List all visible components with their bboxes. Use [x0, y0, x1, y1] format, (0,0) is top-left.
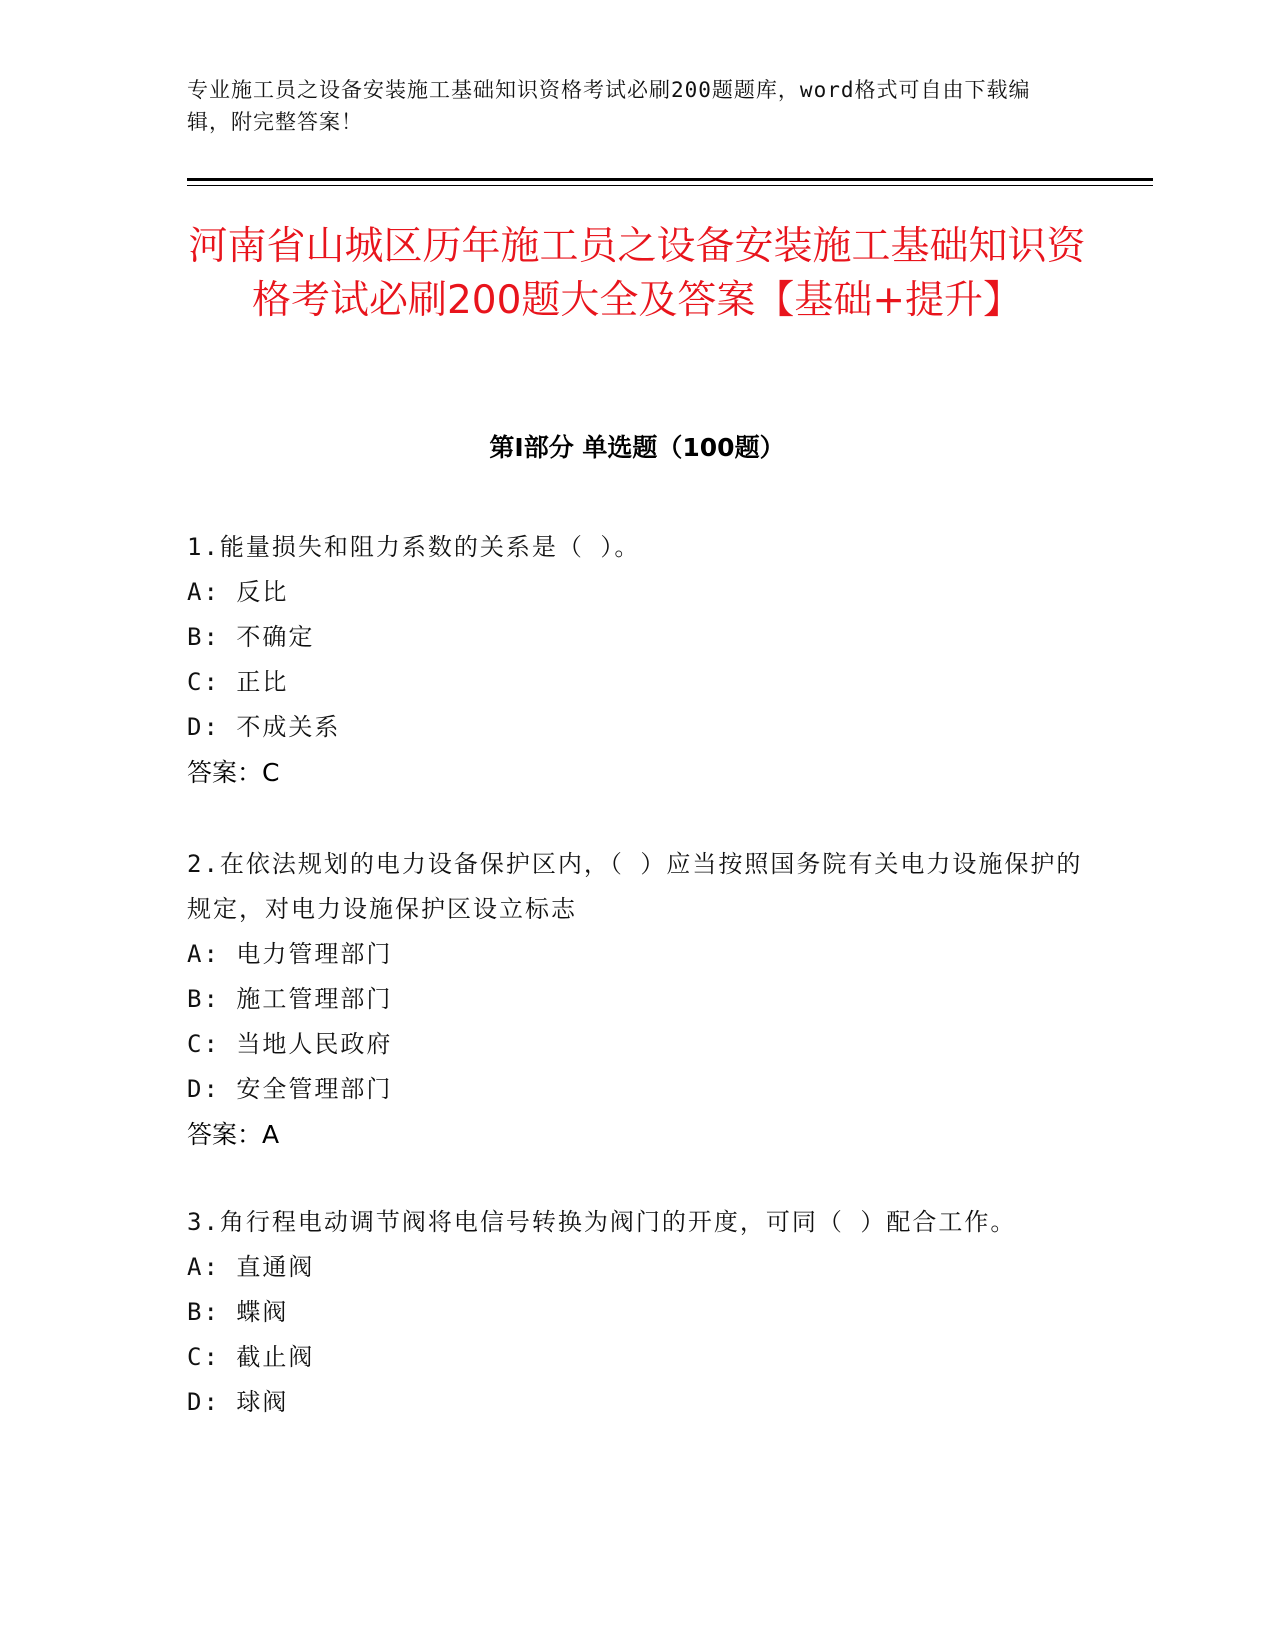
option-b: B: 不确定 [187, 623, 315, 651]
answer: 答案：A [187, 1120, 280, 1149]
document-title: 河南省山城区历年施工员之设备安装施工基础知识资格考试必刷200题大全及答案【基础+提升】 [188, 224, 1086, 323]
question-stem: 3.角行程电动调节阀将电信号转换为阀门的开度，可同（ ）配合工作。 [187, 1208, 1017, 1236]
question-2 [187, 842, 1087, 1157]
option-c: C: 当地人民政府 [187, 1030, 393, 1058]
header-rule-thin [187, 185, 1153, 186]
question-3 [187, 1200, 1087, 1425]
header-rule-thick [187, 178, 1153, 181]
option-c: C: 截止阀 [187, 1343, 315, 1371]
option-d: D: 不成关系 [187, 713, 341, 741]
option-a: A: 电力管理部门 [187, 940, 393, 968]
option-b: B: 施工管理部门 [187, 985, 393, 1013]
section-heading: 第I部分 单选题（100题） [489, 433, 785, 462]
option-d: D: 球阀 [187, 1388, 289, 1416]
option-b: B: 蝶阀 [187, 1298, 289, 1326]
option-a: A: 直通阀 [187, 1253, 315, 1281]
question-stem: 1.能量损失和阻力系数的关系是（ ）。 [187, 533, 641, 561]
header-note: 专业施工员之设备安装施工基础知识资格考试必刷200题题库，word格式可自由下载编辑，附完整答案！ [187, 78, 1031, 134]
option-a: A: 反比 [187, 578, 289, 606]
question-1 [187, 525, 1087, 795]
option-d: D: 安全管理部门 [187, 1075, 393, 1103]
option-c: C: 正比 [187, 668, 289, 696]
answer: 答案：C [187, 758, 280, 787]
question-stem: 2.在依法规划的电力设备保护区内，（ ）应当按照国务院有关电力设施保护的规定，对电力设施保护区设立标志 [187, 850, 1083, 923]
